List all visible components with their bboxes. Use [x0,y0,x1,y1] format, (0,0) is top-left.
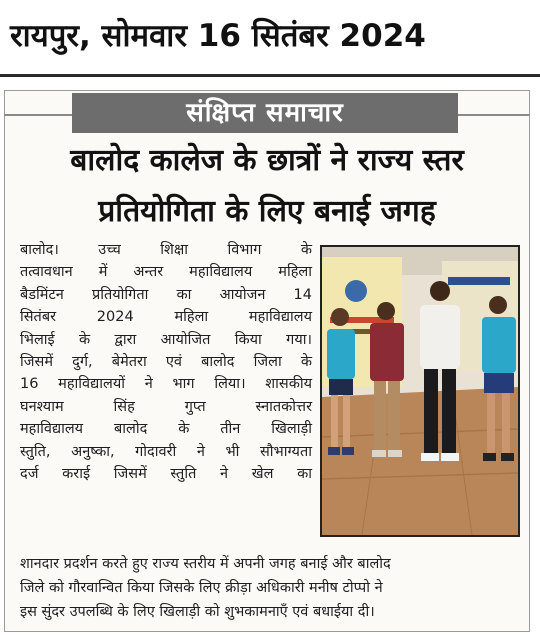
body-line: 16 महाविद्यालयों ने भाग लिया। शासकीय [20,376,312,393]
body-line: शानदार प्रदर्शन करते हुए राज्य स्तरीय में अपनी जगह बनाई और बालोद [20,556,391,572]
body-line: इस सुंदर उपलब्धि के लिए खिलाड़ी को शुभकामनाएँ एवं बधाईया दी। [20,604,375,620]
top-rule [0,74,540,77]
body-line: घनश्याम सिंह गुप्त स्नातकोत्तर [20,398,312,415]
body-line: महाविद्यालय बालोद के तीन खिलाड़ी [20,421,312,438]
article-body-column [20,239,312,485]
body-line: भिलाई के द्वारा आयोजित किया गया। [20,331,312,348]
body-line: बालोद। उच्च शिक्षा विभाग के [20,242,312,258]
body-line: जिले को गौरवान्वित किया जिसके लिए क्रीड़ा अधिकारी मनीष टोप्पो ने [20,580,383,596]
news-photo [320,245,520,537]
dateline: रायपुर, सोमवार 16 सितंबर 2024 [10,18,426,54]
photo-illustration [322,247,518,535]
banner-rule-left [4,114,74,116]
article-body-full-width [20,552,520,624]
photo-banner-emblem [345,280,367,302]
body-line: सितंबर 2024 महिला महाविद्यालय [20,309,312,326]
banner-rule-right [456,114,530,116]
body-line: तत्वावधान में अन्तर महाविद्यालय महिला [20,264,312,281]
body-line: बैडमिंटन प्रतियोगिता का आयोजन 14 [20,286,312,303]
headline-line-2: प्रतियोगिता के लिए बनाई जगह [98,194,436,229]
body-line: जिसमें दुर्ग, बेमेतरा एवं बालोद जिला के [20,354,312,371]
headline-line-1: बालोद कालेज के छात्रों ने राज्य स्तर [70,143,464,178]
body-line: स्तुति, अनुष्का, गोदावरी ने भी सौभाग्यता [20,443,312,460]
photo-banner-stripe [448,277,510,285]
body-line: दर्ज कराई जिसमें स्तुति ने खेल का [20,466,312,483]
section-banner: संक्षिप्त समाचार [72,93,458,133]
